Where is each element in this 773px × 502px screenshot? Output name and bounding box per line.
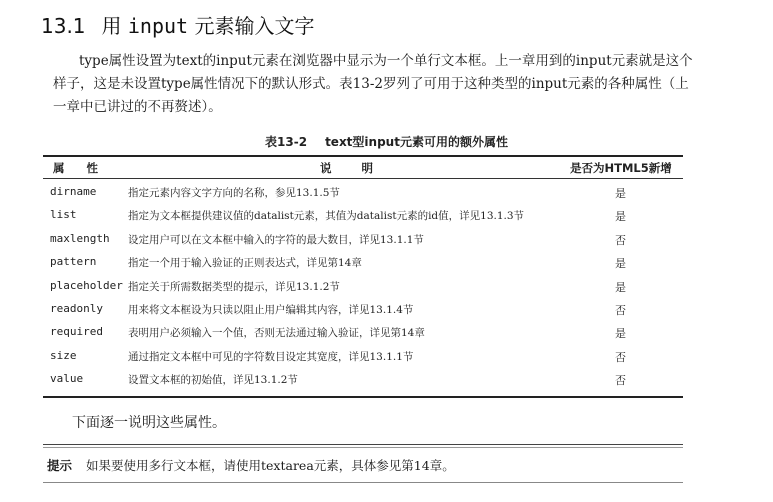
table-bottom-rule (43, 396, 683, 398)
note-bottom-rule (43, 482, 683, 483)
section-title (41, 10, 314, 39)
attr-html5-flag: 是 (615, 327, 626, 341)
attr-html5-flag: 是 (615, 210, 626, 224)
header-html5-new: 是否为HTML5新增 (570, 161, 672, 175)
attr-description: 表明用户必须输入一个值，否则无法通过输入验证，详见第14章 (128, 327, 425, 340)
attr-description: 用来将文本框设为只读以阻止用户编辑其内容，详见13.1.4节 (128, 303, 414, 316)
section-title-prefix: 用 (101, 14, 128, 38)
table-row (43, 368, 683, 391)
attr-html5-flag: 是 (615, 257, 626, 271)
table-caption (0, 133, 773, 150)
attr-description: 通过指定文本框中可见的字符数目设定其宽度，详见13.1.1节 (128, 350, 414, 363)
attr-name: list (50, 208, 77, 222)
attr-name: maxlength (50, 231, 110, 245)
table-row (43, 275, 683, 298)
table-row (43, 228, 683, 251)
attr-html5-flag: 是 (615, 187, 626, 200)
table-row (43, 181, 683, 204)
attr-name: pattern (50, 255, 97, 269)
attr-description: 设置文本框的初始值，详见13.1.2节 (128, 374, 298, 387)
attr-name: dirname (50, 185, 97, 198)
tip-text: 如果要使用多行文本框，请使用textarea元素，具体参见第14章。 (86, 458, 455, 473)
table-header (43, 157, 683, 178)
note-top-rule (43, 444, 683, 445)
tip-note (47, 456, 455, 474)
table-caption-text: text型input元素可用的额外属性 (325, 135, 508, 149)
after-table-text: 下面逐一说明这些属性。 (72, 415, 226, 431)
attr-description: 指定为文本框提供建议值的datalist元素，其值为datalist元素的id值，详见13.1.3节 (128, 210, 525, 223)
tip-label: 提示 (47, 458, 73, 473)
attr-html5-flag: 否 (615, 303, 626, 317)
attr-name: size (50, 348, 77, 362)
attr-html5-flag: 否 (615, 233, 626, 247)
table-row (43, 251, 683, 274)
header-description: 说明 (320, 161, 403, 175)
section-number: 13.1 (41, 14, 86, 38)
attr-name: value (50, 372, 84, 386)
table-body (43, 179, 683, 396)
attr-description: 指定关于所需数据类型的提示，详见13.1.2节 (128, 280, 340, 293)
table-row (43, 204, 683, 227)
note-top-rule-inner (43, 447, 683, 448)
attr-name: readonly (50, 301, 103, 315)
attributes-table (43, 155, 683, 398)
attr-description: 指定元素内容文字方向的名称，参见13.1.5节 (128, 187, 340, 199)
header-attribute: 属性 (53, 161, 120, 175)
attr-name: required (50, 325, 103, 339)
attr-description: 设定用户可以在文本框中输入的字符的最大数目，详见13.1.1节 (128, 233, 424, 246)
attr-name: placeholder (50, 278, 123, 292)
attr-html5-flag: 是 (615, 280, 626, 294)
intro-paragraph: type属性设置为text的input元素在浏览器中显示为一个单行文本框。上一章用到的input元素就是这个样子，这是未设置type属性情况下的默认形式。表13-2罗列了可用于这种类型的input元素的各种属性（上一章中已讲过的不再赘述）。 (53, 53, 693, 115)
attr-description: 指定一个用于输入验证的正则表达式，详见第14章 (128, 257, 362, 270)
table-caption-number: 表13-2 (265, 135, 308, 149)
attr-html5-flag: 否 (615, 350, 626, 364)
section-title-suffix: 元素输入文字 (188, 14, 315, 38)
table-row (43, 321, 683, 344)
table-row (43, 345, 683, 368)
section-title-code: input (127, 14, 189, 38)
table-row (43, 298, 683, 321)
attr-html5-flag: 否 (615, 374, 626, 388)
